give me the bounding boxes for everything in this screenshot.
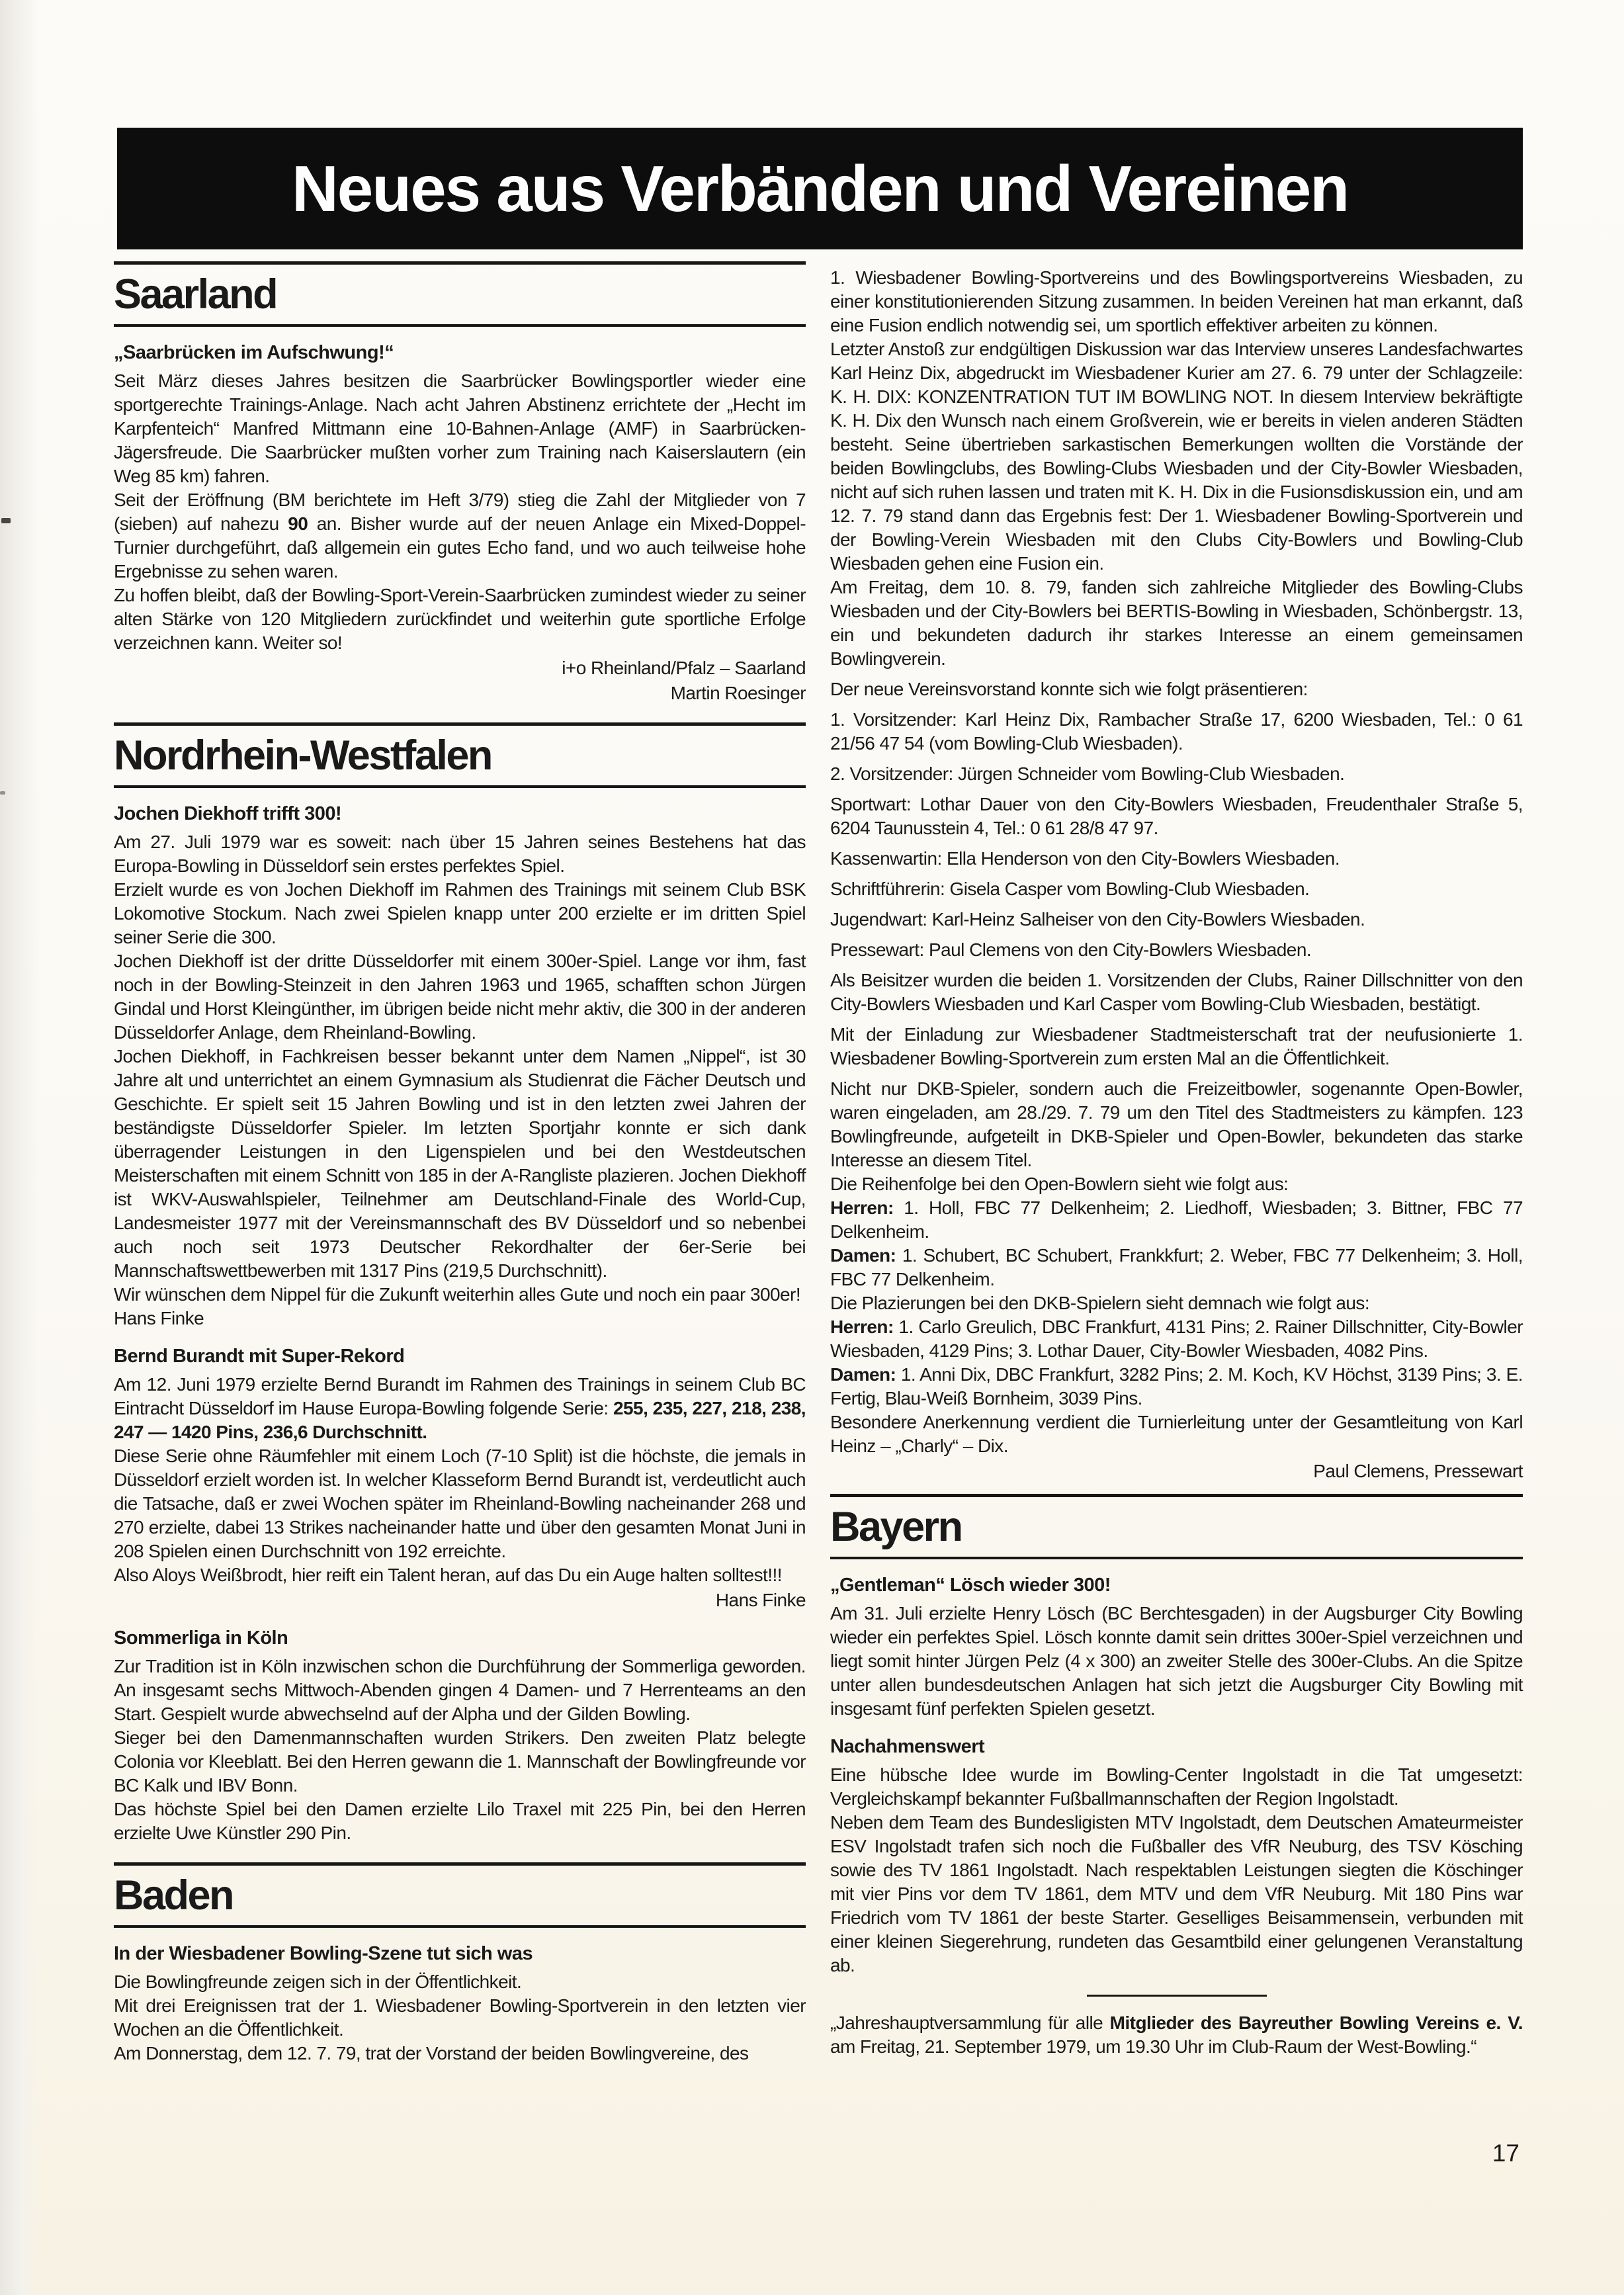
paragraph: Besondere Anerkennung verdient die Turnierleitung unter der Gesamtleitung von Karl Heinz – „Charly“ – Dix. <box>830 1412 1523 1456</box>
paragraph: Erzielt wurde es von Jochen Diekhoff im Rahmen des Trainings mit seinem Club BSK Lokomotive Stockum. Nach zwei Spielen knapp unter 200 erzielte er im dritten Spiel seiner Serie die 300. <box>114 879 806 948</box>
officer-entry: 1. Vorsitzender: Karl Heinz Dix, Rambacher Straße 17, 6200 Wiesbaden, Tel.: 0 61 21/56 47 54 (vom Bowling-Club Wiesbaden). <box>830 709 1523 754</box>
subhead-nachahmenswert: Nachahmenswert <box>830 1736 985 1758</box>
officer-entry: Sportwart: Lothar Dauer von den City-Bowlers Wiesbaden, Freudenthaler Straße 5, 6204 Taunusstein 4, Tel.: 0 61 28/8 47 97. <box>830 794 1523 838</box>
paragraph: Diese Serie ohne Räumfehler mit einem Loch (7-10 Split) ist die höchste, die jemals in Düsseldorf erzielt worden ist. In welcher Klasseform Bernd Burandt ist, verdeutlicht auch die Tatsache, daß er zwei Wochen später im Rheinland-Bowling nacheinander 268 und 270 erzielte, dabei 13 Strikes nacheinander hatte und über den gesamten Monat Juni in 208 Spielen einen Durchschnitt von 192 erreichte. <box>114 1446 806 1562</box>
paragraph: Eine hübsche Idee wurde im Bowling-Center Ingolstadt in die Tat umgesetzt: Vergleichskampf bekannter Fußballmannschaften der Region Ingolstadt. <box>830 1764 1523 1809</box>
announcement-quote <box>830 2011 1523 2059</box>
bold-series-result: 255, 235, 227, 218, 238, 247 — 1420 Pins, 236,6 Durchschnitt. <box>114 1398 806 1443</box>
subhead-saarbruecken: „Saarbrücken im Aufschwung!“ <box>114 342 394 364</box>
bold-member-count: 90 <box>288 513 308 535</box>
section-rule-bottom <box>830 1557 1523 1559</box>
section-rule-top <box>114 1862 806 1866</box>
paragraph: Als Beisitzer wurden die beiden 1. Vorsitzenden der Clubs, Rainer Dillschnitter von den City-Bowlers Wiesbaden und Karl Casper vom Bowling-Club Wiesbaden, bestätigt. <box>830 970 1523 1014</box>
section-saarland <box>114 261 806 705</box>
paragraph-text: Seit der Eröffnung (BM berichtete im Heft 3/79) stieg die Zahl der Mitglieder von 7 (sieben) auf nahezu <box>114 490 806 535</box>
result-text: 1. Anni Dix, DBC Frankfurt, 3282 Pins; 2. M. Koch, KV Höchst, 3139 Pins; 3. E. Fertig, Blau-Weiß Bornheim, 3039 Pins. <box>830 1364 1523 1408</box>
quote-bold: Mitglieder des Bayreuther Bowling Vereins e. V. <box>1109 2013 1523 2034</box>
section-rule-top <box>114 722 806 726</box>
section-bayern <box>830 1494 1523 2059</box>
paragraph: Mit der Einladung zur Wiesbadener Stadtmeisterschaft trat der neufusionierte 1. Wiesbadener Bowling-Sportverein zum ersten Mal an die Öffentlichkeit. <box>830 1024 1523 1068</box>
banner-title: Neues aus Verbänden und Vereinen <box>291 152 1349 225</box>
paragraph: Die Reihenfolge bei den Open-Bowlern sieht wie folgt aus: <box>830 1174 1289 1194</box>
section-rule-bottom <box>114 324 806 327</box>
section-heading-nrw: Nordrhein-Westfalen <box>114 732 491 779</box>
paragraph: Zu hoffen bleibt, daß der Bowling-Sport-Verein-Saarbrücken zumindest wieder zu seiner alten Stärke von 120 Mitgliedern zurückfindet und weiterhin gute sportliche Erfolge verzeichnen kann. Weiter so! <box>114 585 806 654</box>
subhead-sommerliga: Sommerliga in Köln <box>114 1627 288 1649</box>
page-number: 17 <box>1492 2140 1519 2167</box>
result-label: Herren: <box>830 1317 894 1337</box>
result-line-open-damen <box>830 1244 1523 1291</box>
paragraph: Die Bowlingfreunde zeigen sich in der Öffentlichkeit. <box>114 1971 522 1993</box>
paragraph: Letzter Anstoß zur endgültigen Diskussion war das Interview unseres Landesfachwartes Karl Heinz Dix, abgedruckt im Wiesbadener Kurier am 27. 6. 79 unter der Schlagzeile: K. H. DIX: KONZENTRATION TUT IM BOWLING NOT. In diesem Interview bekräftigte K. H. Dix den Wunsch nach einem Großverein, wie er bereits in vielen anderen Städten besteht. Seine übertrieben sarkastischen Bemerkungen wollten die Vorstände der beiden Bowlingclubs, des Bowling-Clubs Wiesbaden und der City-Bowler Wiesbaden, nicht auf sich ruhen lassen und traten mit K. H. Dix in die Fusionsdiskussion ein, und am 12. 7. 79 stand dann das Ergebnis fest: Der 1. Wiesbadener Bowling-Sportverein und der Bowling-Verein Wiesbaden mit den Clubs City-Bowlers und Bowling-Club Wiesbaden gehen eine Fusion ein. <box>830 339 1523 574</box>
signature-author: Martin Roesinger <box>670 683 806 704</box>
left-column <box>114 261 806 2065</box>
paragraph: Wir wünschen dem Nippel für die Zukunft weiterhin alles Gute und noch ein paar 300er! <box>114 1284 801 1305</box>
paragraph: Zur Tradition ist in Köln inzwischen schon die Durchführung der Sommerliga geworden. An insgesamt sechs Mittwoch-Abenden gingen 4 Damen- und 7 Herrenteams an den Start. Gespielt wurde abwechselnd auf der Alpha und der Gilden Bowling. <box>114 1656 806 1725</box>
scan-artifact <box>1 518 11 523</box>
officer-entry: Pressewart: Paul Clemens von den City-Bowlers Wiesbaden. <box>830 939 1312 960</box>
section-heading-saarland: Saarland <box>114 271 277 318</box>
result-label: Damen: <box>830 1245 896 1266</box>
section-rule-top <box>114 261 806 265</box>
section-rule-bottom <box>114 785 806 788</box>
result-text: 1. Schubert, BC Schubert, Frankkfurt; 2. Weber, FBC 77 Delkenheim; 3. Holl, FBC 77 Delkenheim. <box>830 1245 1523 1289</box>
signature-org: i+o Rheinland/Pfalz – Saarland <box>562 658 806 679</box>
section-baden-continued <box>830 266 1523 1483</box>
page-banner <box>117 128 1523 249</box>
result-text: 1. Carlo Greulich, DBC Frankfurt, 4131 Pins; 2. Rainer Dillschnitter, City-Bowler Wiesbaden, 4129 Pins; 3. Lothar Dauer, City-Bowler Wiesbaden, 4082 Pins. <box>830 1317 1523 1361</box>
section-baden <box>114 1862 806 2065</box>
section-heading-bayern: Bayern <box>830 1504 962 1550</box>
paragraph: Am Donnerstag, dem 12. 7. 79, trat der Vorstand der beiden Bowlingvereine, des <box>114 2043 749 2064</box>
paragraph: Am 27. Juli 1979 war es soweit: nach über 15 Jahren seines Bestehens hat das Europa-Bowling in Düsseldorf sein erstes perfektes Spiel. <box>114 832 806 877</box>
paragraph: Nicht nur DKB-Spieler, sondern auch die Freizeitbowler, sogenannte Open-Bowler, waren eingeladen, am 28./29. 7. 79 um den Titel des Stadtmeisters zu kämpfen. 123 Bowlingfreunde, aufgeteilt in DKB-Spieler und Open-Bowler, bekundeten das starke Interesse an diesem Titel. <box>830 1078 1523 1170</box>
quote-text: „Jahreshauptversammlung für alle <box>830 2013 1110 2034</box>
paragraph: Mit drei Ereignissen trat der 1. Wiesbadener Bowling-Sportverein in den letzten vier Wochen an die Öffentlichkeit. <box>114 1995 806 2040</box>
subhead-diekhoff: Jochen Diekhoff trifft 300! <box>114 803 342 825</box>
paragraph: Die Plazierungen bei den DKB-Spielern sieht demnach wie folgt aus: <box>830 1293 1370 1313</box>
officer-entry: Schriftführerin: Gisela Casper vom Bowling-Club Wiesbaden. <box>830 879 1310 899</box>
paragraph: Jochen Diekhoff ist der dritte Düsseldorfer mit einem 300er-Spiel. Lange vor ihm, fast noch in der Bowling-Steinzeit in den Jahren 1963 und 1965, schafften schon Jürgen Gindal und Horst Kleingünther, im übrigen beide nicht mehr aktiv, die 300 in der anderen Düsseldorfer Anlage, dem Rheinland-Bowling. <box>114 951 806 1043</box>
result-line-dkb-herren <box>830 1315 1523 1363</box>
paragraph: Also Aloys Weißbrodt, hier reift ein Talent heran, auf das Du ein Auge halten solltest!!! <box>114 1565 782 1586</box>
paragraph: Seit März dieses Jahres besitzen die Saarbrücker Bowlingsportler wieder eine sportgerechte Trainings-Anlage. Nach acht Jahren Abstinenz errichtete der „Hecht im Karpfenteich“ Manfred Mittmann eine 10-Bahnen-Anlage (AMF) in Saarbrücken-Jägersfreude. Die Saarbrücker mußten vorher zum Training nach Kaiserslautern (ein Weg 85 km) fahren. <box>114 370 806 487</box>
right-column <box>830 266 1523 2059</box>
result-text: 1. Holl, FBC 77 Delkenheim; 2. Liedhoff, Wiesbaden; 3. Bittner, FBC 77 Delkenheim. <box>830 1197 1523 1242</box>
subhead-burandt: Bernd Burandt mit Super-Rekord <box>114 1346 405 1367</box>
signature-author: Paul Clemens, Pressewart <box>1313 1461 1523 1481</box>
signature-author: Hans Finke <box>114 1308 204 1329</box>
quote-text: am Freitag, 21. September 1979, um 19.30 Uhr im Club-Raum der West-Bowling.“ <box>830 2036 1477 2057</box>
result-label: Damen: <box>830 1364 896 1385</box>
officer-entry: 2. Vorsitzender: Jürgen Schneider vom Bowling-Club Wiesbaden. <box>830 763 1345 784</box>
paragraph: Am 31. Juli erzielte Henry Lösch (BC Berchtesgaden) in der Augsburger City Bowling wieder ein perfektes Spiel. Lösch konnte damit sein drittes 300er-Spiel verzeichnen und liegt somit hinter Jürgen Pelz (4 x 300) an zweiter Stelle des 300er-Clubs. An die Spitze unter allen bundesdeutschen Anlagen hat sich jetzt die Augsburger City Bowling mit insgesamt fünf perfekten Spielen gesetzt. <box>830 1603 1523 1719</box>
paragraph <box>114 488 806 584</box>
paragraph: Der neue Vereinsvorstand konnte sich wie folgt präsentieren: <box>830 679 1308 699</box>
officer-entry: Jugendwart: Karl-Heinz Salheiser von den City-Bowlers Wiesbaden. <box>830 909 1365 930</box>
section-heading-baden: Baden <box>114 1872 234 1919</box>
announcement-divider <box>1087 1995 1267 1997</box>
paragraph-text: an. Bisher wurde auf der neuen Anlage ein Mixed-Doppel-Turnier durchgeführt, daß allgemein ein gutes Echo fand, und wo auch teilweise hohe Ergebnisse zu sehen waren. <box>114 513 806 582</box>
section-rule-bottom <box>114 1925 806 1928</box>
paragraph: Jochen Diekhoff, in Fachkreisen besser bekannt unter dem Namen „Nippel“, ist 30 Jahre alt und unterrichtet an einem Gymnasium als Studienrat die Fächer Deutsch und Geschichte. Er spielt seit 15 Jahren Bowling und ist in den letzten zwei Jahren der beständigste Düsseldorfer Spieler. Im letzten Sportjahr konnte er sich dank überragender Leistungen in den Ligenspielen und bei den Westdeutschen Meisterschaften mit einem Schnitt von 185 in der A-Rangliste plazieren. Jochen Diekhoff ist WKV-Auswahlspieler, Teilnehmer am Deutschland-Finale des World-Cup, Landesmeister 1977 mit der Vereinsmannschaft des BV Düsseldorf und so nebenbei auch noch seit 1973 Deutscher Rekordhalter der 6er-Serie bei Mannschaftswettbewerben mit 1317 Pins (219,5 Durchschnitt). <box>114 1046 806 1281</box>
signature-author: Hans Finke <box>715 1590 806 1611</box>
scan-edge-shadow <box>0 0 40 2295</box>
paragraph: Sieger bei den Damenmannschaften wurden Strikers. Den zweiten Platz belegte Colonia vor Kleeblatt. Bei den Herren gewann die 1. Mannschaft der Bowlingfreunde vor BC Kalk und IBV Bonn. <box>114 1727 806 1796</box>
paragraph <box>114 1373 806 1444</box>
result-line-open-herren <box>830 1196 1523 1244</box>
scan-artifact <box>0 791 5 795</box>
subhead-wiesbaden-szene: In der Wiesbadener Bowling-Szene tut sich was <box>114 1943 533 1965</box>
paragraph: 1. Wiesbadener Bowling-Sportvereins und des Bowlingsportvereins Wiesbaden, zu einer konstitutionierenden Sitzung zusammen. In beiden Vereinen hat man erkannt, daß eine Fusion endlich notwendig sei, um sportlich effektiver arbeiten zu können. <box>830 267 1523 335</box>
section-rule-top <box>830 1494 1523 1497</box>
subhead-loesch: „Gentleman“ Lösch wieder 300! <box>830 1575 1111 1596</box>
paragraph: Am Freitag, dem 10. 8. 79, fanden sich zahlreiche Mitglieder des Bowling-Clubs Wiesbaden und der City-Bowlers bei BERTIS-Bowling in Wiesbaden, Schönbergstr. 13, ein und bekundeten dadurch ihr starkes Interesse an einem gemeinsamen Bowlingverein. <box>830 577 1523 669</box>
paragraph: Das höchste Spiel bei den Damen erzielte Lilo Traxel mit 225 Pin, bei den Herren erzielte Uwe Künstler 290 Pin. <box>114 1799 806 1844</box>
paragraph-text: Am 12. Juni 1979 erzielte Bernd Burandt im Rahmen des Trainings in seinem Club BC Eintracht Düsseldorf im Hause Europa-Bowling folgende Serie: <box>114 1374 806 1419</box>
officer-entry: Kassenwartin: Ella Henderson von den City-Bowlers Wiesbaden. <box>830 848 1340 869</box>
result-label: Herren: <box>830 1197 894 1218</box>
section-nordrhein-westfalen <box>114 722 806 1845</box>
paragraph: Neben dem Team des Bundesligisten MTV Ingolstadt, dem Deutschen Amateurmeister ESV Ingolstadt trafen sich noch die Fußballer des VfR Neuburg, des TSV Kösching sowie des TV 1861 Ingolstadt. Nach respektablen Leistungen siegten die Köschinger mit vier Pins vor dem TV 1861, dem MTV und dem VfR Neuburg. Mit 180 Pins war Friedrich vom TV 1861 der beste Starter. Geselliges Beisammensein, verbunden mit einer kleinen Siegerehrung, rundeten das Gesamtbild einer gelungenen Veranstaltung ab. <box>830 1812 1523 1976</box>
result-line-dkb-damen <box>830 1363 1523 1410</box>
